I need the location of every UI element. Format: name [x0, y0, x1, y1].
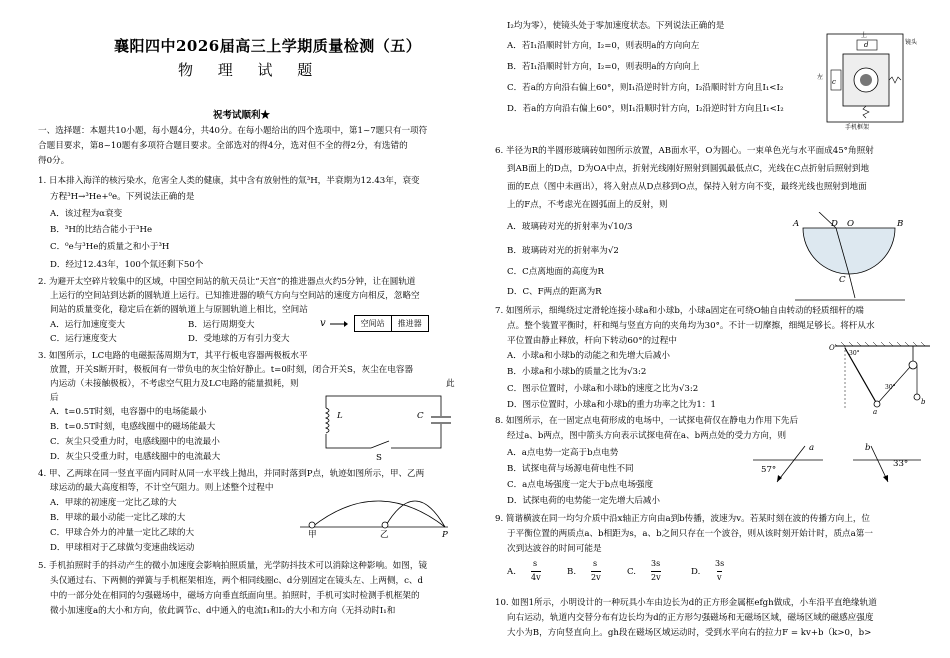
point-b-label: b [865, 443, 871, 453]
q4-option-b: B．甲球的最小动能一定比乙球的大 [50, 513, 186, 523]
inductor-label: L [337, 411, 343, 421]
q2-option-c: C．运行速度变大 [50, 334, 117, 344]
point-a-label: a [809, 443, 815, 453]
q4-option-c: C．甲球合外力的冲量一定比乙球的大 [50, 528, 195, 538]
angle-b-label: 33° [893, 459, 909, 469]
pivot-o-label: O [829, 344, 835, 352]
intro-line: 合题目要求，第8~10题有多项符合题目要求。全部选对的得4分，选对但不全的得2分，有选错的 [38, 141, 408, 151]
q8-option-c: C．a点电场强度一定大于b点电场强度 [507, 480, 654, 490]
q3-option-c: C．灰尘只受重力时，电感线圈中的电流最小 [50, 437, 220, 447]
q2-figure [320, 315, 429, 332]
q5-option-b: B．若I₁沿顺时针方向，I₂=0，则表明a的方向向上 [507, 62, 700, 72]
motto: 祝考试顺利★ [213, 110, 271, 121]
intro-line: 一、选择题：本题共10小题，每小题4分，共40分。在每小题给出的四个选项中，第1~7题只有一项符 [38, 126, 428, 136]
q1-option-a: A．该过程为α衰变 [50, 209, 123, 219]
q9-stem: 于平衡位置的两质点a、b相距为s，a、b之间只存在一个波谷，则从该时刻开始计时，质点a第一 [507, 529, 873, 539]
station-label: 空间站 [355, 316, 392, 331]
q1-option-c: C．⁰e与³He的质量之和小于³H [50, 242, 170, 252]
exam-subject: 物 理 试 题 [178, 61, 323, 79]
q1-stem: 方程³H→³He+⁰e。下列说法正确的是 [50, 192, 195, 202]
angle-a-label: 57° [761, 465, 777, 475]
q8-option-b: B．试探电荷与场源电荷电性不同 [507, 464, 634, 474]
angle-label-1: 30° [849, 350, 860, 357]
q9-stem: 9. 简谐横波在同一均匀介质中沿x轴正方向由a到b传播，波速为v。若某时刻在波的传播方向上，位 [495, 514, 871, 524]
q9-option-a: A. [507, 567, 516, 577]
q6-stem: 上的F点，不考虑光在圆弧面上的反射，则 [507, 200, 668, 210]
q2-option-a: A．运行加速度变大 [50, 320, 125, 330]
exam-title: 襄阳四中2026届高三上学期质量检测（五） [114, 37, 422, 55]
q8-stem: 经过a、b两点，图中箭头方向表示试探电荷在a、b两点处的受力方向，则 [507, 431, 787, 441]
angle-label-2: 30° [885, 384, 896, 391]
velocity-label: v [320, 318, 326, 329]
q6-option-c: C．C点离地面的高度为R [507, 267, 604, 277]
q6-option-b: B．玻璃砖对光的折射率为√2 [507, 246, 619, 256]
q6-stem: 6. 半径为R的半圆形玻璃砖如图所示放置，AB面水平，O为圆心。一束单色光与水平面成45°角照射 [495, 146, 874, 156]
q3-option-a: A．t=0.5T时刻，电容器中的电场能最小 [50, 407, 207, 417]
q2-stem: 间站的质量变化，稳定后在新的圆轨道上与原圆轨道上相比，空间站 [50, 305, 308, 315]
q9-option-c: C. [627, 567, 637, 577]
q3-option-d: D．灰尘只受重力时，电感线圈中的电流最大 [50, 452, 221, 462]
q2-option-d: D．受地球的万有引力变大 [188, 334, 290, 344]
coil-d-label: d [864, 41, 869, 49]
q10-stem: 向右运动，轨道内交替分布有边长均为d的正方形匀强磁场和无磁场区域，磁场区域的磁感应强度 [507, 613, 874, 623]
q7-option-a: A．小球a和小球b的动能之和先增大后减小 [507, 351, 670, 361]
q6-option-d: D．C、F两点的距离为R [507, 287, 602, 297]
q9-b-num: s [593, 559, 598, 568]
q7-stem: 点。整个装置平衡时，杆和绳与竖直方向的夹角均为30°。不计一切摩擦，细绳足够长。将杆从水 [507, 321, 875, 331]
point-d-label: D [831, 219, 838, 229]
switch-label: S [376, 453, 382, 463]
force-direction-figure [753, 442, 923, 494]
lc-circuit-diagram [321, 390, 451, 460]
q3-stem: 放置，开关S断开时，极板间有一带负电的灰尘恰好静止。t=0时刻，闭合开关S，灰尘在电容器 [50, 365, 414, 375]
q9-c-den: 2v [651, 573, 661, 582]
q6-stem: 面的E点（图中未画出），将入射点从D点移到O点，保持入射方向不变，最终光线也照射到地面 [507, 182, 867, 192]
q3-stem: 3. 如图所示，LC电路的电磁振荡周期为T，其平行板电容器两极板水平 [38, 351, 308, 361]
ball-a-label: a [873, 408, 878, 416]
pulley-figure [829, 342, 930, 418]
q9-c-num: 3s [651, 559, 661, 568]
q9-option-b: B. [567, 567, 577, 577]
q9-options [507, 558, 927, 586]
q2-stem: 上运行的空间站到达新的圆轨道上运行。已知推进器的喷气方向与空间站的速度方向相反，忽略空 [50, 291, 420, 301]
q7-option-b: B．小球a和小球b的质量之比为√3:2 [507, 367, 647, 377]
q8-stem: 8. 如图所示，在一固定点电荷形成的电场中，一试探电荷仅在静电力作用下先后 [495, 416, 799, 426]
q1-option-d: D．经过12.43年，100个氚还剩下50个 [50, 260, 204, 270]
q3-stem: 后 [50, 393, 59, 403]
q9-option-d: D. [691, 567, 701, 577]
q9-a-num: s [533, 559, 538, 568]
point-a-label: A [793, 219, 800, 229]
coil-c-label: c [832, 78, 836, 86]
q3-stem: 此 [446, 379, 455, 389]
semicircle-glass-figure [795, 212, 905, 306]
q5-stem: 微小加速度a的大小和方向，依此调节c、d中通入的电流I₁和I₂的大小和方向（无抖动时I₁和 [50, 606, 396, 616]
point-p-label: P [442, 530, 448, 540]
q3-option-b: B．t=0.5T时刻，电感线圈中的磁场能最大 [50, 422, 216, 432]
q9-d-num: 3s [715, 559, 725, 568]
q5-option-d: D．若a的方向沿右偏上60°，则I₁沿顺时针方向，I₂沿逆时针方向且I₁<I₂ [507, 104, 784, 114]
q6-stem: 到AB面上的D点，D为OA中点，折射光线刚好照射到圆弧最低点C，光线在C点折射后照射到地 [507, 164, 870, 174]
q9-stem: 次到达波谷的时间可能是 [507, 544, 602, 554]
q8-option-a: A．a点电势一定高于b点电势 [507, 448, 619, 458]
velocity-arrow-icon [330, 319, 348, 329]
q4-stem: 4. 甲、乙两球在同一竖直平面内同时从同一水平线上抛出，并同时落到P点，轨迹如图所示，甲、乙两 [38, 469, 425, 479]
trajectory-figure [300, 495, 450, 539]
point-o-label: O [847, 219, 855, 229]
q5-stem: 5. 手机拍照时手的抖动产生的微小加速度会影响拍照质量，光学防抖技术可以消除这种影响。如图，镜 [38, 561, 428, 571]
q4-option-d: D．甲球相对于乙球做匀变速曲线运动 [50, 543, 195, 553]
q9-a-den: 4v [531, 573, 541, 582]
q3-stem: 内运动（未接触极板），不考虑空气阻力及LC电路的能量损耗，则 [50, 379, 299, 389]
ball-a-label: 甲 [308, 530, 317, 540]
thruster-label: 推进器 [397, 319, 422, 328]
q5-option-a: A．若I₁沿顺时针方向，I₂=0，则表明a的方向向左 [507, 41, 700, 51]
trajectory-diagram [300, 495, 450, 535]
q5-cont: I₂均为零），使镜头处于零加速度状态。下列说法正确的是 [507, 21, 725, 31]
q10-stem: 大小为B，方向竖直向上。gh段在磁场区域运动时，受到水平向右的拉力F = kv+b（k>0，b> [507, 628, 872, 638]
q8-option-d: D．试探电荷的电势能一定先增大后减小 [507, 496, 660, 506]
up-label: 上 [861, 32, 868, 39]
q7-option-c: C．图示位置时，小球a和小球b的速度之比为√3:2 [507, 384, 699, 394]
frame-label: 手机框架 [845, 124, 870, 131]
q6-option-a: A．玻璃砖对光的折射率为√10/3 [507, 222, 633, 232]
q5-option-c: C．若a的方向沿右偏上60°，则I₁沿逆时针方向，I₂沿顺时针方向且I₁<I₂ [507, 83, 784, 93]
phone-lens-figure [817, 32, 918, 138]
lc-circuit-figure [321, 390, 451, 464]
capacitor-label: C [417, 411, 424, 421]
left-label: 左 [817, 74, 824, 81]
q7-option-d: D．图示位置时，小球a和小球b的重力功率之比为1：1 [507, 400, 716, 410]
point-c-label: C [839, 275, 846, 285]
ball-b-label: b [921, 398, 926, 406]
q5-stem: 中的一部分处在相同的匀强磁场中，磁场方向垂直纸面向里。拍照时，手机可实时检测手机框架的 [50, 591, 420, 601]
station-box [354, 315, 429, 332]
q9-b-den: 2v [591, 573, 601, 582]
q2-stem: 2. 为避开太空碎片较集中的区域，中国空间站的航天员让“天宫”的推进器点火约5分钟，让在圆轨道 [38, 277, 416, 287]
lens-label: 镜头 [905, 39, 918, 46]
intro-line: 得0分。 [38, 156, 70, 166]
q4-stem: 球运动的最大高度相等，不计空气阻力。则上述整个过程中 [50, 483, 274, 493]
q7-stem: 7. 如图所示，细绳绕过定滑轮连接小球a和小球b，小球a固定在可绕O轴自由转动的轻质细杆的端 [495, 306, 864, 316]
q2-option-b: B．运行周期变大 [188, 320, 255, 330]
point-b-label: B [897, 219, 904, 229]
q1-stem: 1. 日本排入海洋的核污染水，危害全人类的健康，其中含有放射性的氚³H，半衰期为12.43年，衰变 [38, 176, 420, 186]
q4-option-a: A．甲球的初速度一定比乙球的大 [50, 498, 177, 508]
q5-stem: 头仅通过右、下两侧的弹簧与手机框架相连，两个相同线圈c、d分别固定在镜头左、上两侧，c、d [50, 576, 423, 586]
q10-stem: 10. 如图1所示，小明设计的一种玩具小车由边长为d的正方形金属框efgh做成，小车沿平直绝缘轨道 [495, 598, 877, 608]
q7-stem: 平位置由静止释放，杆向下转动60°的过程中 [507, 336, 677, 346]
q9-d-den: v [717, 573, 722, 582]
q1-option-b: B．³H的比结合能小于³He [50, 225, 153, 235]
ball-b-label: 乙 [380, 530, 389, 540]
